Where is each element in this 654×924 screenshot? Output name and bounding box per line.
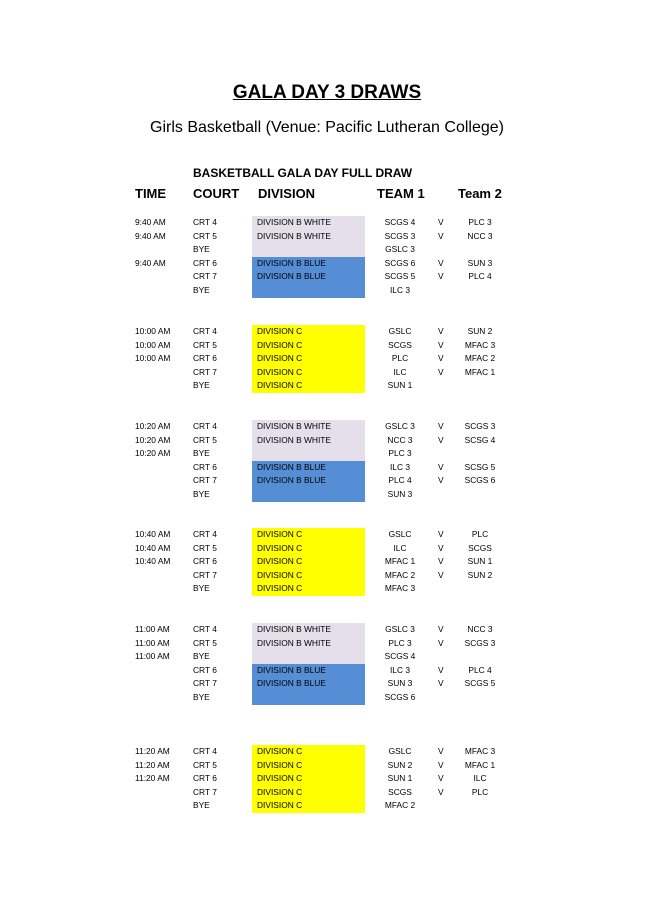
versus-label: V [438, 556, 444, 567]
versus-label: V [438, 664, 444, 675]
table-row [0, 759, 654, 773]
court-label: BYE [193, 285, 210, 295]
court-label: CRT 6 [193, 773, 217, 784]
match-time: 10:00 AM [135, 326, 171, 336]
division-cell: DIVISION B WHITE [252, 434, 365, 448]
team1-cell: NCC 3 [387, 434, 413, 445]
court-label: CRT 6 [193, 556, 217, 567]
table-row [0, 230, 654, 244]
division-cell: DIVISION B WHITE [252, 420, 365, 434]
court-label: BYE [193, 651, 210, 662]
team1-cell: GSLC [388, 326, 412, 336]
division-cell: DIVISION C [252, 339, 365, 353]
match-time: 11:20 AM [135, 773, 170, 784]
team1-cell: SCGS 4 [384, 651, 416, 662]
team1-cell: SUN 1 [387, 380, 413, 391]
court-label: CRT 7 [193, 569, 217, 580]
division-cell: DIVISION C [252, 582, 365, 596]
table-row [0, 664, 654, 678]
versus-label: V [438, 353, 444, 364]
team1-cell: PLC 3 [388, 448, 412, 459]
table-row [0, 691, 654, 705]
court-label: BYE [193, 583, 210, 594]
match-time: 10:00 AM [135, 353, 171, 364]
division-cell [252, 691, 365, 705]
team1-cell: MFAC 3 [384, 583, 416, 594]
table-row [0, 650, 654, 664]
division-cell [252, 488, 365, 502]
division-cell [252, 284, 365, 298]
team1-cell: SCGS 5 [384, 271, 416, 282]
table-row [0, 677, 654, 691]
court-label: CRT 6 [193, 664, 217, 675]
division-cell [252, 447, 365, 461]
court-label: CRT 7 [193, 678, 217, 689]
team1-cell: SUN 3 [387, 489, 413, 499]
team2-cell: SCGS 5 [464, 678, 496, 689]
match-time: 9:40 AM [135, 257, 166, 268]
division-cell: DIVISION C [252, 786, 365, 800]
versus-label: V [438, 569, 444, 580]
division-cell: DIVISION C [252, 799, 365, 813]
column-header-team2: Team 2 [458, 186, 502, 201]
page-title: GALA DAY 3 DRAWS [232, 82, 422, 103]
division-cell: DIVISION C [252, 528, 365, 542]
team2-cell: SCGS 6 [464, 475, 496, 486]
match-time: 9:40 AM [135, 217, 166, 227]
team1-cell: GSLC 3 [385, 244, 415, 255]
team1-cell: PLC 4 [388, 475, 412, 486]
versus-label: V [438, 529, 444, 539]
versus-label: V [438, 678, 444, 689]
team1-cell: MFAC 2 [384, 569, 416, 580]
team1-cell: SCGS [388, 786, 412, 797]
table-row [0, 257, 654, 271]
team1-cell: MFAC 1 [384, 556, 416, 567]
team2-cell: SUN 2 [467, 326, 493, 336]
division-cell: DIVISION B BLUE [252, 664, 365, 678]
team1-cell: MFAC 2 [384, 800, 416, 811]
division-cell: DIVISION C [252, 366, 365, 380]
table-row [0, 366, 654, 380]
team1-cell: SCGS 3 [384, 230, 416, 241]
versus-label: V [438, 773, 444, 784]
versus-label: V [438, 475, 444, 486]
team2-cell: NCC 3 [467, 624, 493, 634]
team2-cell: SCGS [468, 542, 492, 553]
team2-cell: SCGS 3 [464, 637, 496, 648]
court-label: BYE [193, 244, 210, 255]
table-row [0, 434, 654, 448]
court-label: CRT 4 [193, 326, 217, 336]
team1-cell: ILC 3 [389, 285, 411, 295]
division-cell: DIVISION C [252, 745, 365, 759]
team2-cell: PLC 4 [468, 271, 492, 282]
court-label: CRT 4 [193, 217, 217, 227]
division-cell: DIVISION B BLUE [252, 461, 365, 475]
team2-cell: SCSG 4 [464, 434, 496, 445]
versus-label: V [438, 746, 444, 756]
division-cell: DIVISION B BLUE [252, 257, 365, 271]
court-label: CRT 5 [193, 339, 217, 350]
division-cell: DIVISION B BLUE [252, 270, 365, 284]
team1-cell: GSLC [388, 746, 412, 756]
versus-label: V [438, 257, 444, 268]
table-row [0, 379, 654, 393]
table-row [0, 745, 654, 759]
court-label: BYE [193, 380, 210, 391]
table-row [0, 352, 654, 366]
division-cell: DIVISION B WHITE [252, 637, 365, 651]
column-header-team1: TEAM 1 [377, 186, 425, 201]
versus-label: V [438, 339, 444, 350]
table-row [0, 270, 654, 284]
table-row [0, 488, 654, 502]
team2-cell: PLC [471, 786, 489, 797]
versus-label: V [438, 637, 444, 648]
match-time: 11:00 AM [135, 624, 170, 634]
court-label: CRT 4 [193, 746, 217, 756]
court-label: BYE [193, 448, 210, 459]
division-cell: DIVISION B WHITE [252, 230, 365, 244]
versus-label: V [438, 542, 444, 553]
table-row [0, 799, 654, 813]
table-row [0, 772, 654, 786]
versus-label: V [438, 461, 444, 472]
team1-cell: SUN 3 [387, 678, 413, 689]
team2-cell: SUN 3 [467, 257, 493, 268]
court-label: CRT 6 [193, 257, 217, 268]
division-cell: DIVISION C [252, 352, 365, 366]
team1-cell: SUN 2 [387, 759, 413, 770]
team2-cell: PLC 4 [468, 664, 492, 675]
versus-label: V [438, 434, 444, 445]
team2-cell: MFAC 2 [464, 353, 496, 364]
court-label: CRT 4 [193, 624, 217, 634]
team1-cell: GSLC [388, 529, 412, 539]
team2-cell: MFAC 1 [464, 759, 496, 770]
division-cell: DIVISION C [252, 379, 365, 393]
table-row [0, 339, 654, 353]
column-header-division: DIVISION [258, 186, 316, 201]
table-row [0, 325, 654, 339]
table-row [0, 243, 654, 257]
team1-cell: SCGS 6 [384, 692, 416, 702]
division-cell: DIVISION B WHITE [252, 216, 365, 230]
team1-cell: SCGS 4 [384, 217, 416, 227]
team2-cell: SCSG 5 [464, 461, 496, 472]
versus-label: V [438, 786, 444, 797]
court-label: BYE [193, 489, 210, 499]
page-subtitle: Girls Basketball (Venue: Pacific Lutheran College) [150, 119, 504, 136]
versus-label: V [438, 366, 444, 377]
team1-cell: SCGS [388, 339, 412, 350]
court-label: CRT 6 [193, 353, 217, 364]
match-time: 10:20 AM [135, 421, 171, 431]
table-row [0, 474, 654, 488]
table-row [0, 542, 654, 556]
team1-cell: ILC [393, 542, 407, 553]
team1-cell: PLC [391, 353, 409, 364]
team2-cell: PLC 3 [468, 217, 492, 227]
table-row [0, 569, 654, 583]
court-label: CRT 7 [193, 475, 217, 486]
table-row [0, 786, 654, 800]
court-label: CRT 4 [193, 421, 217, 431]
match-time: 10:40 AM [135, 542, 171, 553]
division-cell [252, 650, 365, 664]
division-cell: DIVISION B WHITE [252, 623, 365, 637]
table-row [0, 284, 654, 298]
table-row [0, 216, 654, 230]
court-label: CRT 7 [193, 366, 217, 377]
division-cell: DIVISION B BLUE [252, 677, 365, 691]
table-row [0, 528, 654, 542]
table-row [0, 637, 654, 651]
table-row [0, 447, 654, 461]
team1-cell: GSLC 3 [385, 624, 415, 634]
table-row [0, 582, 654, 596]
versus-label: V [438, 326, 444, 336]
match-time: 10:20 AM [135, 448, 171, 459]
match-time: 10:40 AM [135, 556, 171, 567]
team1-cell: ILC 3 [389, 461, 411, 472]
column-header-court: COURT [193, 186, 240, 201]
division-cell: DIVISION C [252, 759, 365, 773]
team1-cell: ILC [393, 366, 407, 377]
team2-cell: MFAC 3 [464, 339, 496, 350]
division-cell: DIVISION C [252, 325, 365, 339]
court-label: CRT 5 [193, 542, 217, 553]
match-time: 11:00 AM [135, 651, 170, 662]
team2-cell: SCGS 3 [464, 421, 496, 431]
court-label: CRT 5 [193, 230, 217, 241]
team2-cell: SUN 1 [467, 556, 493, 567]
versus-label: V [438, 759, 444, 770]
court-label: CRT 5 [193, 637, 217, 648]
match-time: 10:20 AM [135, 434, 171, 445]
match-time: 11:20 AM [135, 759, 170, 770]
versus-label: V [438, 217, 444, 227]
court-label: BYE [193, 800, 210, 811]
team2-cell: SUN 2 [467, 569, 493, 580]
match-time: 10:00 AM [135, 339, 171, 350]
match-time: 9:40 AM [135, 230, 166, 241]
versus-label: V [438, 421, 444, 431]
team1-cell: GSLC 3 [385, 421, 415, 431]
division-cell: DIVISION B BLUE [252, 474, 365, 488]
table-row [0, 461, 654, 475]
team1-cell: SCGS 6 [384, 257, 416, 268]
table-row [0, 555, 654, 569]
court-label: CRT 7 [193, 271, 217, 282]
team2-cell: PLC [471, 529, 489, 539]
division-cell: DIVISION C [252, 542, 365, 556]
court-label: CRT 7 [193, 786, 217, 797]
versus-label: V [438, 624, 444, 634]
court-label: CRT 6 [193, 461, 217, 472]
table-row [0, 420, 654, 434]
court-label: BYE [193, 692, 210, 702]
team2-cell: MFAC 1 [464, 366, 496, 377]
table-row [0, 623, 654, 637]
column-header-time: TIME [135, 186, 167, 201]
division-cell: DIVISION C [252, 555, 365, 569]
team1-cell: ILC 3 [389, 664, 411, 675]
court-label: CRT 5 [193, 759, 217, 770]
team2-cell: NCC 3 [467, 230, 493, 241]
court-label: CRT 5 [193, 434, 217, 445]
division-cell: DIVISION C [252, 772, 365, 786]
match-time: 11:20 AM [135, 746, 170, 756]
draw-heading: BASKETBALL GALA DAY FULL DRAW [193, 166, 413, 180]
team2-cell: MFAC 3 [464, 746, 496, 756]
team2-cell: ILC [473, 773, 487, 784]
match-time: 10:40 AM [135, 529, 171, 539]
team1-cell: SUN 1 [387, 773, 413, 784]
match-time: 11:00 AM [135, 637, 170, 648]
division-cell [252, 243, 365, 257]
versus-label: V [438, 230, 444, 241]
court-label: CRT 4 [193, 529, 217, 539]
versus-label: V [438, 271, 444, 282]
team1-cell: PLC 3 [388, 637, 412, 648]
division-cell: DIVISION C [252, 569, 365, 583]
